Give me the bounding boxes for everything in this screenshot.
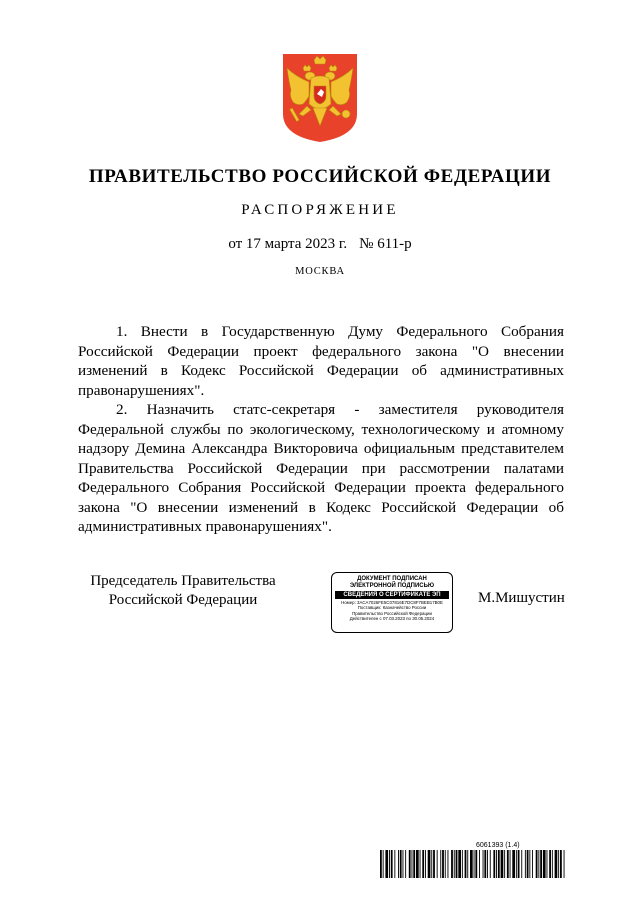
electronic-signature-stamp <box>331 572 453 633</box>
signatory-position <box>78 572 288 609</box>
document-number: № 611-р <box>359 236 412 252</box>
document-type: РАСПОРЯЖЕНИЕ <box>241 202 399 218</box>
stamp-supplier: Поставщик: Казначейство России <box>357 605 427 611</box>
government-title: ПРАВИТЕЛЬСТВО РОССИЙСКОЙ ФЕДЕРАЦИИ <box>88 166 552 187</box>
document-body <box>78 322 564 537</box>
barcode-icon <box>380 850 565 878</box>
date-number-line <box>0 236 640 253</box>
stamp-owner: Правительство Российской Федерации <box>352 610 432 616</box>
position-line-1: Председатель Правительства <box>90 573 276 589</box>
city: МОСКВА <box>295 266 345 277</box>
signatory-name: М.Мишустин <box>478 590 565 606</box>
barcode-number: 6061393 (1.4) <box>476 842 520 849</box>
coat-of-arms-icon <box>281 52 359 144</box>
stamp-line-2: ЭЛЕКТРОННОЙ ПОДПИСЬЮ <box>349 583 435 589</box>
stamp-serial: Номер: 3ACA7026FE5C07816E7DC8F7BEB17B0E <box>341 600 443 605</box>
position-line-2: Российской Федерации <box>108 591 258 608</box>
stamp-banner: СВЕДЕНИЯ О СЕРТИФИКАТЕ ЭП <box>335 591 449 599</box>
stamp-validity: Действителен с 07.03.2023 по 30.05.2024 <box>349 616 435 622</box>
document-date: от 17 марта 2023 г. <box>228 236 348 252</box>
paragraph-1: 1. Внести в Государственную Думу Федерального Собрания Российской Федерации проект федерального закона "О внесении изменений в Кодекс Российской Федерации об административных правонарушениях". <box>78 323 564 399</box>
stamp-line-1: ДОКУМЕНТ ПОДПИСАН <box>357 576 427 582</box>
paragraph-2: 2. Назначить статс-секретаря - заместителя руководителя Федеральной службы по экологическому, технологическому и атомному надзору Демина Александра Викторовича официальным представителем Правительства Российской Федерации при рассмотрении палатами Федерального Собрания Российской Федерации проекта федерального закона "О внесении изменений в Кодекс Российской Федерации об административных правонарушениях". <box>78 401 564 535</box>
